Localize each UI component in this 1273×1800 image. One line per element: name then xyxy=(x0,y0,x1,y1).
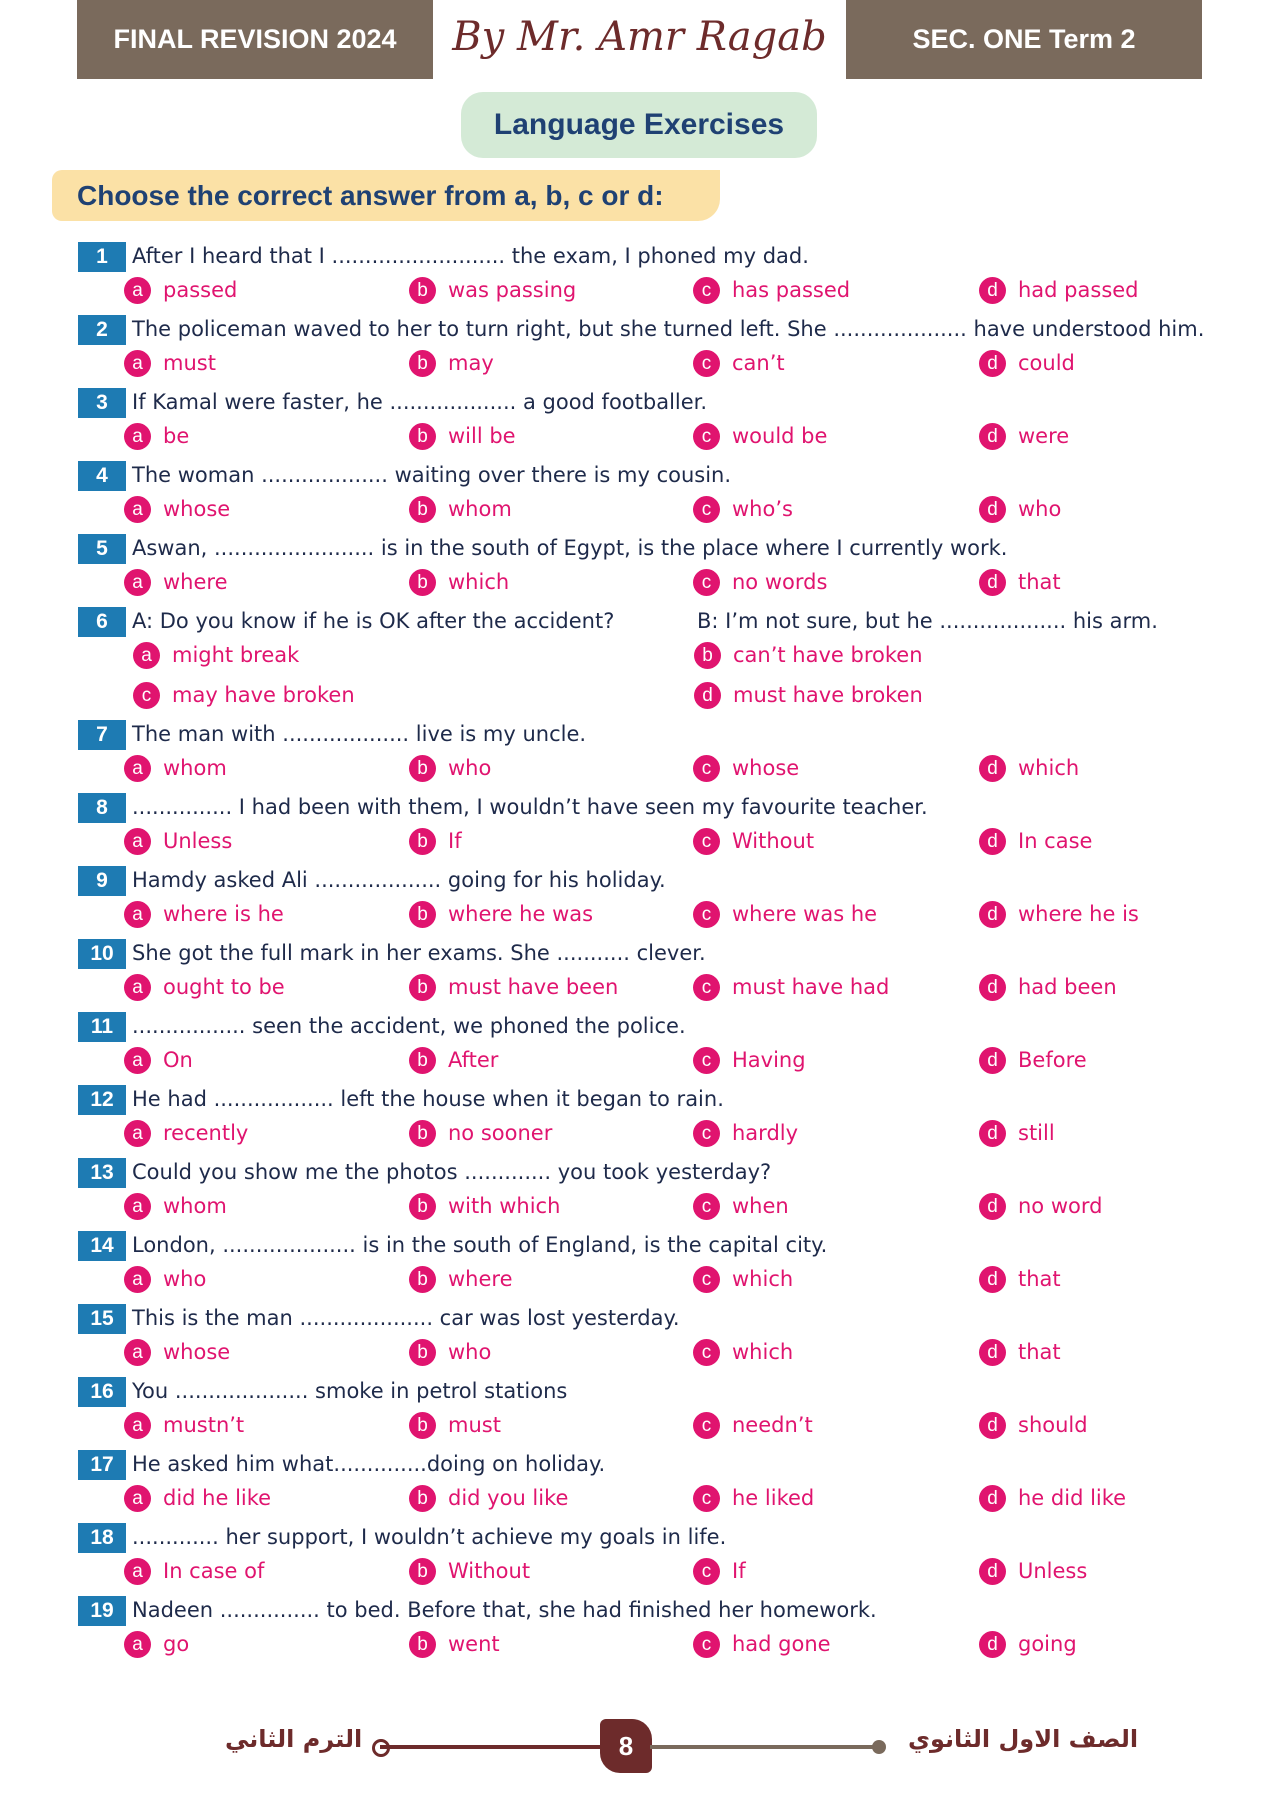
option-label: which xyxy=(1018,756,1080,780)
option-letter-badge: d xyxy=(979,496,1006,523)
option-letter-badge: d xyxy=(979,1631,1006,1658)
question-text: He asked him what..............doing on holiday. xyxy=(132,1452,606,1476)
option-label: whom xyxy=(163,756,227,780)
question-item xyxy=(0,310,1273,383)
option-label: should xyxy=(1018,1413,1088,1437)
option-label: Before xyxy=(1018,1048,1087,1072)
option-label: where was he xyxy=(732,902,878,926)
question-number-badge: 13 xyxy=(78,1158,126,1188)
option-letter-badge: d xyxy=(979,901,1006,928)
option-label: which xyxy=(732,1267,794,1291)
answer-option-c[interactable] xyxy=(693,567,827,597)
answer-option-a[interactable] xyxy=(124,348,216,378)
answer-option-b[interactable] xyxy=(409,1118,552,1148)
question-number-badge: 12 xyxy=(78,1085,126,1115)
option-label: no sooner xyxy=(448,1121,553,1145)
option-label: passed xyxy=(163,278,238,302)
option-label: Having xyxy=(732,1048,806,1072)
question-number-badge: 5 xyxy=(78,534,126,564)
option-letter-badge: d xyxy=(979,1339,1006,1366)
answer-option-b[interactable] xyxy=(409,899,593,929)
page-number: 8 xyxy=(600,1719,652,1773)
page-footer xyxy=(0,1715,1273,1775)
option-letter-badge: d xyxy=(979,423,1006,450)
option-label: which xyxy=(448,570,510,594)
option-label: no word xyxy=(1018,1194,1103,1218)
option-letter-badge: a xyxy=(124,828,151,855)
option-letter-badge: c xyxy=(693,1485,720,1512)
option-letter-badge: a xyxy=(124,1266,151,1293)
option-letter-badge: a xyxy=(124,350,151,377)
question-number-badge: 2 xyxy=(78,315,126,345)
option-letter-badge: c xyxy=(693,1047,720,1074)
option-label: where is he xyxy=(163,902,284,926)
instruction-banner: Choose the correct answer from a, b, c or d: xyxy=(52,170,720,221)
answer-option-a[interactable] xyxy=(124,567,228,597)
question-text: The woman ................... waiting over there is my cousin. xyxy=(132,463,732,487)
option-label: where he is xyxy=(1018,902,1139,926)
option-label: Unless xyxy=(163,829,233,853)
option-letter-badge: c xyxy=(693,277,720,304)
option-letter-badge: a xyxy=(124,974,151,1001)
question-item xyxy=(0,237,1273,310)
answer-option-c[interactable] xyxy=(693,275,850,305)
option-label: hardly xyxy=(732,1121,799,1145)
option-label: where he was xyxy=(448,902,594,926)
answer-option-b[interactable] xyxy=(409,275,576,305)
option-label: were xyxy=(1018,424,1070,448)
option-letter-badge: c xyxy=(693,828,720,855)
option-label: can’t have broken xyxy=(733,643,923,667)
question-item xyxy=(0,788,1273,861)
option-letter-badge: d xyxy=(694,682,721,709)
option-label: must xyxy=(448,1413,501,1437)
answer-option-a[interactable] xyxy=(124,1629,189,1659)
question-item xyxy=(0,1445,1273,1518)
answer-option-b[interactable] xyxy=(409,421,516,451)
option-letter-badge: b xyxy=(409,901,436,928)
question-text: Hamdy asked Ali ................... going for his holiday. xyxy=(132,868,666,892)
question-text: If Kamal were faster, he ................... a good footballer. xyxy=(132,390,708,414)
question-item xyxy=(0,1518,1273,1591)
option-letter-badge: a xyxy=(124,496,151,523)
answer-option-a[interactable] xyxy=(124,1191,227,1221)
question-number-badge: 9 xyxy=(78,866,126,896)
option-label: did you like xyxy=(448,1486,569,1510)
answer-option-a[interactable] xyxy=(124,275,237,305)
footer-grade-label: الصف الاول الثانوي xyxy=(908,1725,1139,1753)
option-label: whom xyxy=(448,497,512,521)
option-letter-badge: d xyxy=(979,1266,1006,1293)
option-letter-badge: c xyxy=(693,1412,720,1439)
option-letter-badge: b xyxy=(409,496,436,523)
option-label: Without xyxy=(732,829,815,853)
answer-option-d[interactable] xyxy=(979,972,1117,1002)
answer-option-d[interactable] xyxy=(979,899,1139,929)
answer-option-c[interactable] xyxy=(693,972,889,1002)
option-label: needn’t xyxy=(732,1413,813,1437)
question-number-badge: 17 xyxy=(78,1450,126,1480)
option-letter-badge: b xyxy=(409,1631,436,1658)
option-letter-badge: a xyxy=(124,1631,151,1658)
option-label: On xyxy=(163,1048,193,1072)
option-letter-badge: d xyxy=(979,1412,1006,1439)
option-letter-badge: b xyxy=(409,423,436,450)
answer-option-b[interactable] xyxy=(409,1264,513,1294)
answer-option-d[interactable] xyxy=(979,1556,1087,1586)
answer-option-b[interactable] xyxy=(409,1629,500,1659)
question-text: After I heard that I .......................... the exam, I phoned my dad. xyxy=(132,244,809,268)
option-label: with which xyxy=(448,1194,561,1218)
answer-option-b[interactable] xyxy=(409,1556,530,1586)
answer-option-b[interactable] xyxy=(409,1191,560,1221)
option-label: whose xyxy=(163,497,231,521)
question-item xyxy=(0,1007,1273,1080)
option-label: has passed xyxy=(732,278,851,302)
question-number-badge: 1 xyxy=(78,242,126,272)
question-item xyxy=(0,1299,1273,1372)
option-letter-badge: a xyxy=(124,1412,151,1439)
option-label: had gone xyxy=(732,1632,831,1656)
option-letter-badge: d xyxy=(979,1558,1006,1585)
option-letter-badge: a xyxy=(124,277,151,304)
question-number-badge: 18 xyxy=(78,1523,126,1553)
option-label: go xyxy=(163,1632,190,1656)
option-letter-badge: a xyxy=(124,1339,151,1366)
answer-option-d[interactable] xyxy=(979,1629,1077,1659)
answer-option-c[interactable] xyxy=(133,680,355,710)
option-label: might break xyxy=(172,643,300,667)
option-letter-badge: c xyxy=(693,755,720,782)
answer-option-c[interactable] xyxy=(693,1629,831,1659)
question-text: Aswan, ........................ is in the south of Egypt, is the place where I currently work. xyxy=(132,536,1008,560)
question-item xyxy=(0,1226,1273,1299)
answer-option-c[interactable] xyxy=(693,1191,789,1221)
question-text: ................. seen the accident, we phoned the police. xyxy=(132,1014,686,1038)
option-letter-badge: d xyxy=(979,1193,1006,1220)
answer-option-d[interactable] xyxy=(979,1045,1087,1075)
question-item xyxy=(0,861,1273,934)
question-text: Nadeen ............... to bed. Before that, she had finished her homework. xyxy=(132,1598,877,1622)
answer-option-c[interactable] xyxy=(693,1483,814,1513)
option-label: whom xyxy=(163,1194,227,1218)
question-item xyxy=(0,602,1273,715)
question-item xyxy=(0,1372,1273,1445)
answer-option-c[interactable] xyxy=(693,348,785,378)
option-label: who xyxy=(1018,497,1062,521)
option-letter-badge: b xyxy=(409,350,436,377)
option-label: going xyxy=(1018,1632,1077,1656)
option-letter-badge: a xyxy=(124,1047,151,1074)
option-label: was passing xyxy=(448,278,577,302)
option-letter-badge: a xyxy=(124,755,151,782)
option-label: had been xyxy=(1018,975,1117,999)
option-label: After xyxy=(448,1048,499,1072)
option-label: he did like xyxy=(1018,1486,1127,1510)
question-number-badge: 4 xyxy=(78,461,126,491)
option-label: must xyxy=(163,351,216,375)
option-letter-badge: b xyxy=(409,1047,436,1074)
answer-option-b[interactable] xyxy=(409,1410,501,1440)
option-letter-badge: b xyxy=(409,755,436,782)
answer-option-c[interactable] xyxy=(693,1045,806,1075)
option-letter-badge: d xyxy=(979,277,1006,304)
answer-option-a[interactable] xyxy=(124,826,232,856)
option-letter-badge: d xyxy=(979,974,1006,1001)
question-number-badge: 14 xyxy=(78,1231,126,1261)
answer-option-a[interactable] xyxy=(124,1045,193,1075)
answer-option-d[interactable] xyxy=(979,275,1139,305)
footer-divider-right xyxy=(650,1745,880,1749)
option-label: whose xyxy=(163,1340,231,1364)
option-letter-badge: b xyxy=(694,642,721,669)
question-number-badge: 19 xyxy=(78,1596,126,1626)
option-label: who’s xyxy=(732,497,793,521)
question-item xyxy=(0,529,1273,602)
option-letter-badge: b xyxy=(409,1193,436,1220)
option-label: If xyxy=(448,829,462,853)
option-label: still xyxy=(1018,1121,1055,1145)
option-label: did he like xyxy=(163,1486,272,1510)
option-letter-badge: b xyxy=(409,569,436,596)
question-text: ............. her support, I wouldn’t achieve my goals in life. xyxy=(132,1525,727,1549)
answer-option-c[interactable] xyxy=(693,1556,746,1586)
question-list xyxy=(0,237,1273,1664)
question-item xyxy=(0,934,1273,1007)
option-letter-badge: d xyxy=(979,1120,1006,1147)
answer-option-d[interactable] xyxy=(979,1118,1055,1148)
answer-option-a[interactable] xyxy=(124,1118,248,1148)
answer-option-a[interactable] xyxy=(124,1264,206,1294)
option-letter-badge: c xyxy=(693,569,720,596)
option-letter-badge: a xyxy=(124,1558,151,1585)
option-letter-badge: d xyxy=(979,1485,1006,1512)
option-label: recently xyxy=(163,1121,249,1145)
answer-option-d[interactable] xyxy=(979,1264,1061,1294)
option-label: be xyxy=(163,424,190,448)
question-text: The policeman waved to her to turn right, but she turned left. She .................... have understood him. xyxy=(132,317,1205,341)
answer-option-d[interactable] xyxy=(979,1410,1088,1440)
answer-option-b[interactable] xyxy=(409,1045,498,1075)
option-letter-badge: c xyxy=(693,1631,720,1658)
header-right-title: SEC. ONE Term 2 xyxy=(846,0,1202,79)
answer-option-d[interactable] xyxy=(979,1337,1061,1367)
answer-option-c[interactable] xyxy=(693,753,799,783)
answer-option-d[interactable] xyxy=(979,567,1061,597)
option-label: will be xyxy=(448,424,516,448)
option-label: Without xyxy=(448,1559,531,1583)
option-letter-badge: b xyxy=(409,1266,436,1293)
option-label: mustn’t xyxy=(163,1413,245,1437)
option-letter-badge: b xyxy=(409,1339,436,1366)
option-label: that xyxy=(1018,1340,1061,1364)
option-letter-badge: c xyxy=(693,350,720,377)
option-letter-badge: d xyxy=(979,1047,1006,1074)
option-letter-badge: b xyxy=(409,1412,436,1439)
header-left-title: FINAL REVISION 2024 xyxy=(77,0,433,79)
question-item xyxy=(0,1153,1273,1226)
answer-option-b[interactable] xyxy=(409,494,512,524)
option-letter-badge: a xyxy=(124,1120,151,1147)
question-text-part-b: B: I’m not sure, but he ................... his arm. xyxy=(697,609,1158,633)
option-letter-badge: d xyxy=(979,569,1006,596)
option-letter-badge: c xyxy=(693,1266,720,1293)
option-letter-badge: c xyxy=(693,496,720,523)
option-letter-badge: d xyxy=(979,828,1006,855)
question-text: London, .................... is in the south of England, is the capital city. xyxy=(132,1233,828,1257)
answer-option-a[interactable] xyxy=(124,1410,244,1440)
option-letter-badge: a xyxy=(133,642,160,669)
footer-divider-left xyxy=(380,1745,600,1749)
option-letter-badge: a xyxy=(124,901,151,928)
author-signature: By Mr. Amr Ragab xyxy=(452,14,827,60)
answer-option-a[interactable] xyxy=(124,421,189,451)
option-letter-badge: c xyxy=(693,423,720,450)
option-letter-badge: c xyxy=(693,1120,720,1147)
question-number-badge: 10 xyxy=(78,939,126,969)
answer-option-a[interactable] xyxy=(124,1483,271,1513)
option-label: Unless xyxy=(1018,1559,1088,1583)
option-label: must have been xyxy=(448,975,619,999)
question-text: He had .................. left the house when it began to rain. xyxy=(132,1087,724,1111)
option-letter-badge: d xyxy=(979,755,1006,782)
option-label: must have had xyxy=(732,975,890,999)
question-text: Could you show me the photos ............. you took yesterday? xyxy=(132,1160,772,1184)
question-text: This is the man .................... car was lost yesterday. xyxy=(132,1306,680,1330)
question-text: ............... I had been with them, I wouldn’t have seen my favourite teacher. xyxy=(132,795,928,819)
option-label: who xyxy=(163,1267,207,1291)
question-item xyxy=(0,1080,1273,1153)
answer-option-c[interactable] xyxy=(693,1264,793,1294)
answer-option-d[interactable] xyxy=(979,348,1075,378)
answer-option-d[interactable] xyxy=(694,680,923,710)
option-letter-badge: c xyxy=(693,1193,720,1220)
option-label: In case xyxy=(1018,829,1093,853)
option-label: no words xyxy=(732,570,828,594)
footer-term-label: الترم الثاني xyxy=(225,1725,363,1753)
option-letter-badge: b xyxy=(409,974,436,1001)
option-letter-badge: c xyxy=(693,901,720,928)
option-letter-badge: b xyxy=(409,277,436,304)
option-label: where xyxy=(163,570,228,594)
option-label: If xyxy=(732,1559,746,1583)
option-label: who xyxy=(448,1340,492,1364)
question-item xyxy=(0,715,1273,788)
option-letter-badge: a xyxy=(124,423,151,450)
answer-option-a[interactable] xyxy=(124,753,227,783)
option-label: can’t xyxy=(732,351,785,375)
answer-option-a[interactable] xyxy=(124,972,285,1002)
answer-option-d[interactable] xyxy=(979,1191,1102,1221)
option-letter-badge: c xyxy=(693,1558,720,1585)
option-label: ought to be xyxy=(163,975,285,999)
option-label: whose xyxy=(732,756,800,780)
answer-option-b[interactable] xyxy=(694,640,923,670)
question-item xyxy=(0,1591,1273,1664)
answer-option-a[interactable] xyxy=(124,1337,230,1367)
option-label: which xyxy=(732,1340,794,1364)
answer-option-d[interactable] xyxy=(979,421,1069,451)
option-label: went xyxy=(448,1632,500,1656)
option-label: when xyxy=(732,1194,789,1218)
answer-option-b[interactable] xyxy=(409,348,494,378)
answer-option-a[interactable] xyxy=(124,899,284,929)
answer-option-c[interactable] xyxy=(693,494,793,524)
option-label: he liked xyxy=(732,1486,815,1510)
option-letter-badge: b xyxy=(409,1120,436,1147)
option-label: In case of xyxy=(163,1559,265,1583)
answer-option-b[interactable] xyxy=(409,1483,568,1513)
option-letter-badge: b xyxy=(409,1485,436,1512)
option-letter-badge: a xyxy=(124,569,151,596)
question-number-badge: 8 xyxy=(78,793,126,823)
answer-option-b[interactable] xyxy=(409,972,618,1002)
option-label: had passed xyxy=(1018,278,1139,302)
option-label: must have broken xyxy=(733,683,923,707)
answer-option-a[interactable] xyxy=(124,1556,264,1586)
answer-option-b[interactable] xyxy=(409,567,509,597)
question-number-badge: 16 xyxy=(78,1377,126,1407)
option-label: could xyxy=(1018,351,1075,375)
question-number-badge: 15 xyxy=(78,1304,126,1334)
question-number-badge: 7 xyxy=(78,720,126,750)
option-letter-badge: c xyxy=(693,1339,720,1366)
option-label: may have broken xyxy=(172,683,355,707)
answer-option-c[interactable] xyxy=(693,421,827,451)
option-letter-badge: c xyxy=(693,974,720,1001)
question-number-badge: 11 xyxy=(78,1012,126,1042)
option-label: may xyxy=(448,351,494,375)
option-label: that xyxy=(1018,570,1061,594)
option-label: that xyxy=(1018,1267,1061,1291)
option-letter-badge: d xyxy=(979,350,1006,377)
answer-option-c[interactable] xyxy=(693,1118,798,1148)
answer-option-c[interactable] xyxy=(693,899,877,929)
answer-option-b[interactable] xyxy=(409,1337,491,1367)
option-letter-badge: c xyxy=(133,682,160,709)
section-title: Language Exercises xyxy=(461,92,817,158)
option-label: would be xyxy=(732,424,828,448)
question-text: You .................... smoke in petrol stations xyxy=(132,1379,568,1403)
question-text: A: Do you know if he is OK after the accident? xyxy=(132,609,615,633)
answer-option-d[interactable] xyxy=(979,494,1061,524)
question-item xyxy=(0,456,1273,529)
answer-option-d[interactable] xyxy=(979,1483,1126,1513)
answer-option-a[interactable] xyxy=(133,640,299,670)
answer-option-d[interactable] xyxy=(979,826,1092,856)
question-text: She got the full mark in her exams. She ........... clever. xyxy=(132,941,706,965)
question-text: The man with ................... live is my uncle. xyxy=(132,722,587,746)
answer-option-a[interactable] xyxy=(124,494,230,524)
option-letter-badge: a xyxy=(124,1485,151,1512)
question-item xyxy=(0,383,1273,456)
question-number-badge: 6 xyxy=(78,607,126,637)
answer-option-c[interactable] xyxy=(693,1410,813,1440)
question-number-badge: 3 xyxy=(78,388,126,418)
answer-option-b[interactable] xyxy=(409,826,462,856)
footer-dot-decoration xyxy=(872,1740,886,1754)
answer-option-c[interactable] xyxy=(693,826,814,856)
option-letter-badge: b xyxy=(409,1558,436,1585)
option-label: where xyxy=(448,1267,513,1291)
option-label: who xyxy=(448,756,492,780)
answer-option-b[interactable] xyxy=(409,753,491,783)
answer-option-c[interactable] xyxy=(693,1337,793,1367)
option-letter-badge: a xyxy=(124,1193,151,1220)
option-letter-badge: b xyxy=(409,828,436,855)
answer-option-d[interactable] xyxy=(979,753,1079,783)
